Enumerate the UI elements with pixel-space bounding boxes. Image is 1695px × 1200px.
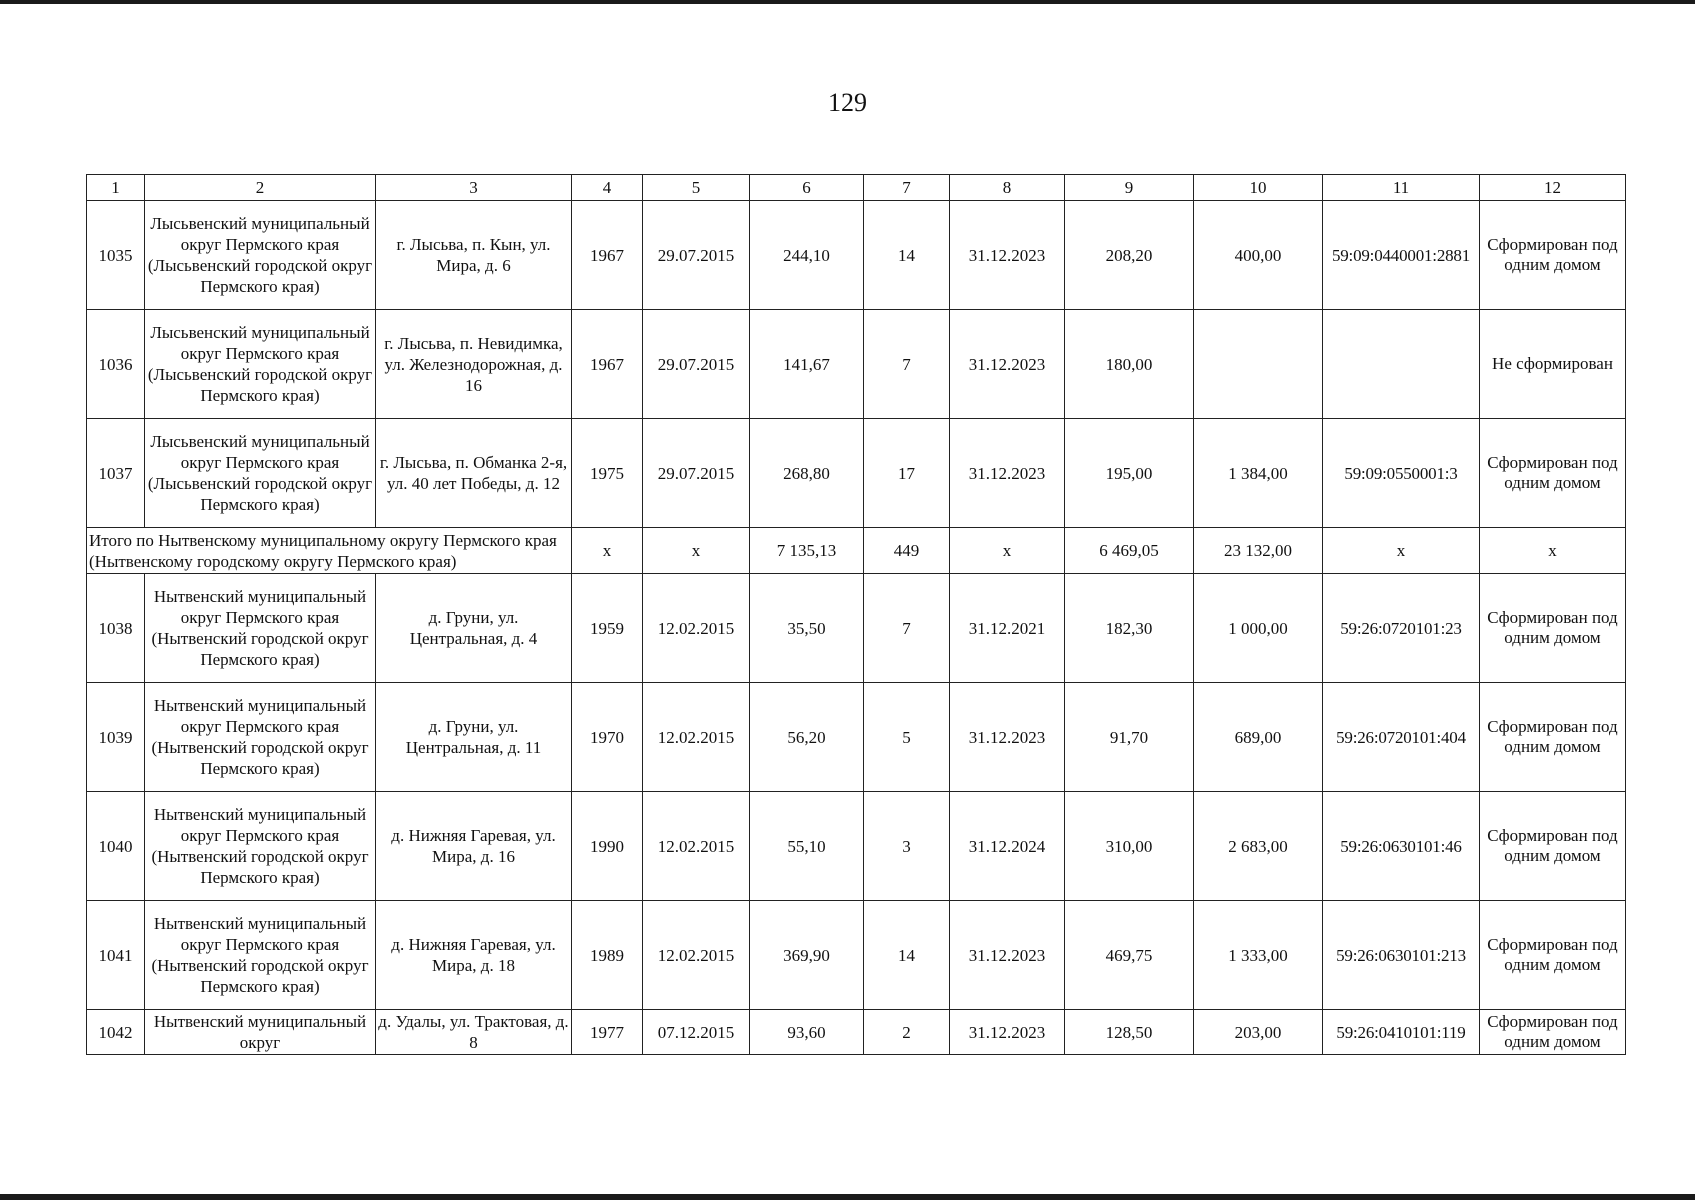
area-cell: 93,60 (750, 1010, 864, 1055)
registry-table (86, 174, 1626, 1055)
status-cell: Сформирован под одним домом (1480, 1010, 1626, 1055)
status-cell: Не сформирован (1480, 310, 1626, 419)
col-header-7: 7 (864, 175, 950, 201)
area2-cell: 91,70 (1065, 683, 1194, 792)
date-cell: 12.02.2015 (643, 683, 750, 792)
row-number: 1038 (87, 574, 145, 683)
address-cell: д. Нижняя Гаревая, ул. Мира, д. 16 (376, 792, 572, 901)
table-row (87, 419, 1626, 528)
table-row (87, 901, 1626, 1010)
col-header-8: 8 (950, 175, 1065, 201)
area-cell: 141,67 (750, 310, 864, 419)
municipality-cell: Лысьвенский муниципальный округ Пермского края (Лысьвенский городской округ Пермского края) (145, 201, 376, 310)
address-cell: д. Груни, ул. Центральная, д. 4 (376, 574, 572, 683)
date-cell: 29.07.2015 (643, 310, 750, 419)
total-area: 7 135,13 (750, 528, 864, 574)
total-deadline: х (950, 528, 1065, 574)
residents-cell: 14 (864, 201, 950, 310)
deadline-cell: 31.12.2023 (950, 901, 1065, 1010)
residents-cell: 3 (864, 792, 950, 901)
col-header-10: 10 (1194, 175, 1323, 201)
col-header-5: 5 (643, 175, 750, 201)
col-header-3: 3 (376, 175, 572, 201)
area-cell: 35,50 (750, 574, 864, 683)
row-number: 1042 (87, 1010, 145, 1055)
deadline-cell: 31.12.2023 (950, 419, 1065, 528)
deadline-cell: 31.12.2023 (950, 201, 1065, 310)
date-cell: 07.12.2015 (643, 1010, 750, 1055)
residents-cell: 2 (864, 1010, 950, 1055)
cadastral-cell: 59:26:0410101:119 (1323, 1010, 1480, 1055)
year-cell: 1970 (572, 683, 643, 792)
col-header-1: 1 (87, 175, 145, 201)
area-cell: 369,90 (750, 901, 864, 1010)
cadastral-cell: 59:26:0630101:46 (1323, 792, 1480, 901)
municipality-cell: Нытвенский муниципальный округ Пермского края (Нытвенский городской округ Пермского края) (145, 792, 376, 901)
table-row (87, 574, 1626, 683)
municipality-cell: Лысьвенский муниципальный округ Пермского края (Лысьвенский городской округ Пермского края) (145, 310, 376, 419)
deadline-cell: 31.12.2024 (950, 792, 1065, 901)
land-cell: 689,00 (1194, 683, 1323, 792)
cadastral-cell: 59:26:0720101:23 (1323, 574, 1480, 683)
area-cell: 268,80 (750, 419, 864, 528)
date-cell: 12.02.2015 (643, 901, 750, 1010)
year-cell: 1959 (572, 574, 643, 683)
land-cell: 2 683,00 (1194, 792, 1323, 901)
municipality-cell: Нытвенский муниципальный округ Пермского края (Нытвенский городской округ Пермского края) (145, 574, 376, 683)
table-row (87, 310, 1626, 419)
cadastral-cell (1323, 310, 1480, 419)
table-row (87, 1010, 1626, 1055)
scan-top-border (0, 0, 1695, 4)
status-cell: Сформирован под одним домом (1480, 201, 1626, 310)
residents-cell: 7 (864, 574, 950, 683)
page-number: 129 (828, 88, 867, 117)
col-header-12: 12 (1480, 175, 1626, 201)
status-cell: Сформирован под одним домом (1480, 901, 1626, 1010)
status-cell: Сформирован под одним домом (1480, 574, 1626, 683)
residents-cell: 7 (864, 310, 950, 419)
area2-cell: 310,00 (1065, 792, 1194, 901)
address-cell: д. Груни, ул. Центральная, д. 11 (376, 683, 572, 792)
land-cell: 1 000,00 (1194, 574, 1323, 683)
land-cell: 203,00 (1194, 1010, 1323, 1055)
deadline-cell: 31.12.2021 (950, 574, 1065, 683)
area-cell: 55,10 (750, 792, 864, 901)
residents-cell: 5 (864, 683, 950, 792)
table-body (87, 201, 1626, 1055)
year-cell: 1967 (572, 201, 643, 310)
status-cell: Сформирован под одним домом (1480, 683, 1626, 792)
land-cell (1194, 310, 1323, 419)
total-residents: 449 (864, 528, 950, 574)
total-area2: 6 469,05 (1065, 528, 1194, 574)
deadline-cell: 31.12.2023 (950, 310, 1065, 419)
deadline-cell: 31.12.2023 (950, 1010, 1065, 1055)
area-cell: 244,10 (750, 201, 864, 310)
year-cell: 1975 (572, 419, 643, 528)
address-cell: г. Лысьва, п. Обманка 2-я, ул. 40 лет Победы, д. 12 (376, 419, 572, 528)
land-cell: 400,00 (1194, 201, 1323, 310)
date-cell: 12.02.2015 (643, 792, 750, 901)
table-row (87, 792, 1626, 901)
total-land: 23 132,00 (1194, 528, 1323, 574)
residents-cell: 14 (864, 901, 950, 1010)
col-header-4: 4 (572, 175, 643, 201)
cadastral-cell: 59:26:0630101:213 (1323, 901, 1480, 1010)
municipality-cell: Лысьвенский муниципальный округ Пермского края (Лысьвенский городской округ Пермского края) (145, 419, 376, 528)
address-cell: д. Удалы, ул. Трактовая, д. 8 (376, 1010, 572, 1055)
row-number: 1035 (87, 201, 145, 310)
area-cell: 56,20 (750, 683, 864, 792)
land-cell: 1 384,00 (1194, 419, 1323, 528)
cadastral-cell: 59:26:0720101:404 (1323, 683, 1480, 792)
table-header (87, 175, 1626, 201)
total-cadastral: х (1323, 528, 1480, 574)
year-cell: 1967 (572, 310, 643, 419)
year-cell: 1990 (572, 792, 643, 901)
row-number: 1040 (87, 792, 145, 901)
status-cell: Сформирован под одним домом (1480, 419, 1626, 528)
area2-cell: 128,50 (1065, 1010, 1194, 1055)
col-header-9: 9 (1065, 175, 1194, 201)
residents-cell: 17 (864, 419, 950, 528)
area2-cell: 195,00 (1065, 419, 1194, 528)
total-year: х (572, 528, 643, 574)
header-row (87, 175, 1626, 201)
scan-bottom-border (0, 1194, 1695, 1200)
status-cell: Сформирован под одним домом (1480, 792, 1626, 901)
total-status: х (1480, 528, 1626, 574)
date-cell: 29.07.2015 (643, 419, 750, 528)
date-cell: 29.07.2015 (643, 201, 750, 310)
area2-cell: 182,30 (1065, 574, 1194, 683)
year-cell: 1977 (572, 1010, 643, 1055)
total-date: х (643, 528, 750, 574)
cadastral-cell: 59:09:0550001:3 (1323, 419, 1480, 528)
deadline-cell: 31.12.2023 (950, 683, 1065, 792)
row-number: 1039 (87, 683, 145, 792)
total-row (87, 528, 1626, 574)
cadastral-cell: 59:09:0440001:2881 (1323, 201, 1480, 310)
row-number: 1037 (87, 419, 145, 528)
address-cell: д. Нижняя Гаревая, ул. Мира, д. 18 (376, 901, 572, 1010)
land-cell: 1 333,00 (1194, 901, 1323, 1010)
total-label: Итого по Нытвенскому муниципальному округу Пермского края (Нытвенскому городскому округу Пермского края) (87, 528, 572, 574)
address-cell: г. Лысьва, п. Невидимка, ул. Железнодорожная, д. 16 (376, 310, 572, 419)
municipality-cell: Нытвенский муниципальный округ Пермского края (Нытвенский городской округ Пермского края) (145, 901, 376, 1010)
col-header-2: 2 (145, 175, 376, 201)
area2-cell: 180,00 (1065, 310, 1194, 419)
address-cell: г. Лысьва, п. Кын, ул. Мира, д. 6 (376, 201, 572, 310)
date-cell: 12.02.2015 (643, 574, 750, 683)
table-row (87, 683, 1626, 792)
col-header-11: 11 (1323, 175, 1480, 201)
area2-cell: 208,20 (1065, 201, 1194, 310)
col-header-6: 6 (750, 175, 864, 201)
table-row (87, 201, 1626, 310)
municipality-cell: Нытвенский муниципальный округ (145, 1010, 376, 1055)
year-cell: 1989 (572, 901, 643, 1010)
row-number: 1036 (87, 310, 145, 419)
municipality-cell: Нытвенский муниципальный округ Пермского края (Нытвенский городской округ Пермского края) (145, 683, 376, 792)
area2-cell: 469,75 (1065, 901, 1194, 1010)
row-number: 1041 (87, 901, 145, 1010)
